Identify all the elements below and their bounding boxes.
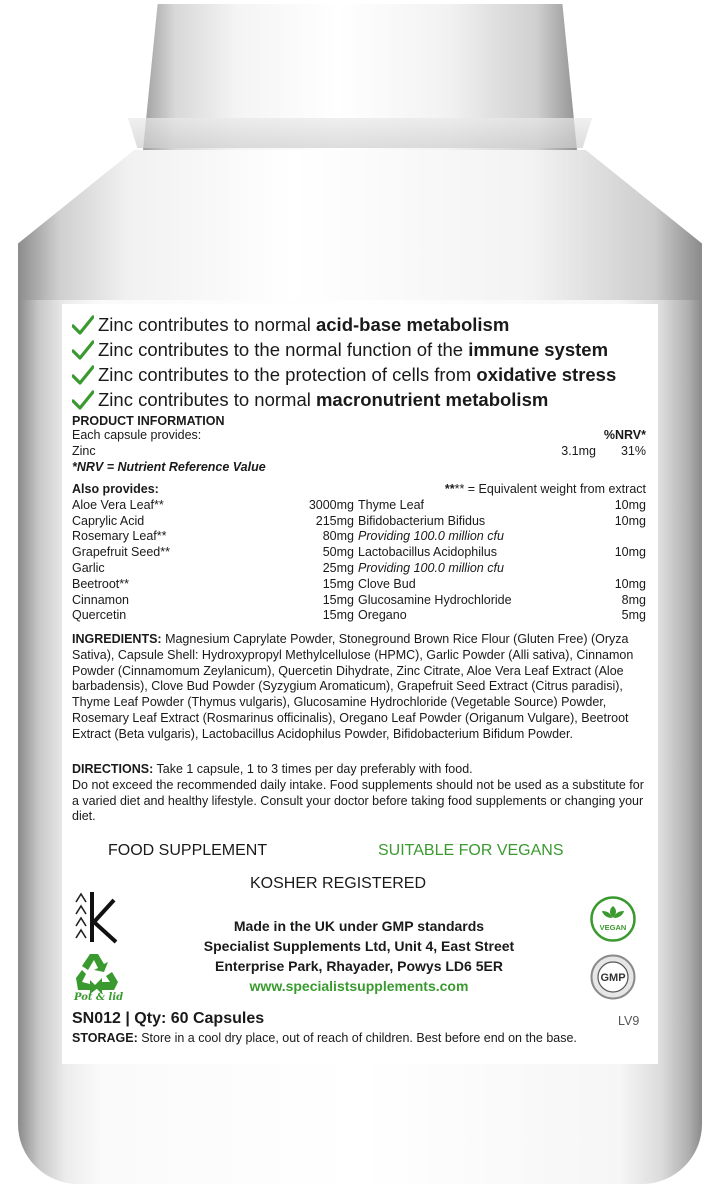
nutrient-name: Zinc bbox=[72, 443, 96, 458]
company-address-1: Specialist Supplements Ltd, Unit 4, East Street bbox=[203, 938, 515, 954]
ingredient-amount: 215mg bbox=[315, 513, 354, 528]
ingredient-name: Quercetin bbox=[72, 608, 127, 623]
directions bbox=[72, 762, 646, 825]
ingredient-amount: 25mg bbox=[322, 560, 354, 575]
check-icon bbox=[72, 390, 94, 410]
also-provides-left bbox=[72, 498, 354, 624]
ingredient-name: Grapefruit Seed** bbox=[72, 545, 170, 560]
ingredient-amount: 10mg bbox=[614, 576, 646, 591]
nrv-header: %NRV* bbox=[603, 428, 646, 442]
claim-item bbox=[72, 362, 662, 387]
also-provides-header bbox=[72, 482, 646, 498]
nrv-note: *NRV = Nutrient Reference Value bbox=[72, 459, 266, 474]
product-code: SN012 | Qty: 60 Capsules bbox=[72, 1010, 265, 1027]
also-provides-row bbox=[72, 577, 354, 593]
ingredient-name: Thyme Leaf bbox=[358, 497, 425, 512]
manufacturer-info bbox=[162, 916, 556, 996]
ingredient-name: Beetroot** bbox=[72, 576, 129, 591]
extract-note: **** = Equivalent weight from extract bbox=[444, 482, 646, 496]
bottle-shoulder bbox=[18, 150, 702, 320]
ingredient-name: Caprylic Acid bbox=[72, 513, 145, 528]
also-provides-row bbox=[354, 561, 646, 577]
vegan-badge-text: VEGAN bbox=[599, 923, 627, 932]
made-in-uk: Made in the UK under GMP standards bbox=[233, 918, 485, 934]
ingredients bbox=[72, 632, 646, 743]
kosher-text: KOSHER REGISTERED bbox=[250, 875, 427, 892]
nutrient-amount: 3.1mg bbox=[561, 443, 596, 458]
ingredient-amount: 15mg bbox=[322, 592, 354, 607]
recycle-icon bbox=[72, 950, 122, 994]
ingredient-name: Rosemary Leaf** bbox=[72, 529, 167, 544]
ingredient-amount: 50mg bbox=[322, 545, 354, 560]
also-provides-right bbox=[354, 498, 646, 624]
also-provides-row bbox=[72, 608, 354, 624]
company-address-2: Enterprise Park, Rhayader, Powys LD6 5ER bbox=[215, 958, 503, 974]
also-provides-row bbox=[72, 545, 354, 561]
label-version: LV9 bbox=[618, 1014, 640, 1028]
ingredient-name: Oregano bbox=[358, 608, 407, 623]
also-provides-row bbox=[354, 577, 646, 593]
ingredient-amount: 5mg bbox=[621, 608, 646, 623]
claim-bold: oxidative stress bbox=[476, 363, 617, 385]
each-capsule-label: Each capsule provides: bbox=[72, 428, 202, 442]
also-provides-row bbox=[354, 608, 646, 624]
storage-info bbox=[72, 1031, 577, 1047]
ingredient-name: Lactobacillus Acidophilus bbox=[358, 545, 497, 560]
ingredient-amount: 15mg bbox=[322, 608, 354, 623]
claim-text: Zinc contributes to the normal function of the bbox=[98, 338, 464, 360]
also-provides-row bbox=[72, 561, 354, 577]
ingredient-amount: 10mg bbox=[614, 545, 646, 560]
ingredient-amount: 8mg bbox=[621, 592, 646, 607]
gmp-badge-icon bbox=[590, 954, 636, 1000]
claim-item bbox=[72, 387, 662, 412]
ingredient-name: Aloe Vera Leaf** bbox=[72, 497, 164, 512]
claim-bold: macronutrient metabolism bbox=[315, 388, 549, 410]
product-label bbox=[62, 304, 658, 1064]
check-icon bbox=[72, 365, 94, 385]
gmp-badge-text: GMP bbox=[600, 972, 626, 984]
ingredient-amount: 80mg bbox=[322, 529, 354, 544]
also-provides-row bbox=[72, 498, 354, 514]
claim-bold: immune system bbox=[468, 338, 609, 360]
also-provides-row bbox=[354, 514, 646, 530]
nutrient-nrv: 31% bbox=[620, 443, 646, 458]
ingredient-name: Garlic bbox=[72, 560, 105, 575]
ingredient-amount: 3000mg bbox=[308, 497, 354, 512]
vegan-badge-icon bbox=[590, 896, 636, 942]
also-provides-row bbox=[354, 545, 646, 561]
also-provides-row bbox=[354, 498, 646, 514]
ingredient-amount: 15mg bbox=[322, 576, 354, 591]
health-claims bbox=[72, 312, 662, 412]
product-info-title: PRODUCT INFORMATION bbox=[72, 414, 225, 428]
brand-k-logo bbox=[72, 892, 124, 948]
website-link: www.specialistsupplements.com bbox=[249, 978, 469, 994]
claim-bold: acid-base metabolism bbox=[315, 313, 510, 335]
ingredient-name: Providing 100.0 million cfu bbox=[358, 560, 504, 575]
storage-text: Store in a cool dry place, out of reach of children. Best before end on the base. bbox=[137, 1031, 577, 1045]
zinc-row bbox=[72, 444, 646, 460]
directions-extra: Do not exceed the recommended daily intake. Food supplements should not be used as a substitute for a varied diet and healthy lifestyle. Consult your doctor before taking food supplements or changing your diet. bbox=[72, 777, 644, 824]
directions-label: DIRECTIONS: bbox=[72, 762, 154, 776]
ingredient-name: Providing 100.0 million cfu bbox=[358, 529, 504, 544]
directions-text: Take 1 capsule, 1 to 3 times per day preferably with food. bbox=[153, 762, 473, 776]
also-provides-row bbox=[72, 593, 354, 609]
storage-label: STORAGE: bbox=[72, 1031, 138, 1045]
also-provides-row bbox=[354, 593, 646, 609]
ingredients-text: Magnesium Caprylate Powder, Stoneground Brown Rice Flour (Gluten Free) (Oryza Sativa), Capsule Shell: Hydroxypropyl Methylcellulose (HPMC), Garlic Powder (Alli sativa), Cinnamon Powder (Cinnamomum Zeylanicum), Quercetin Dihydrate, Zinc Citrate, Aloe Vera Leaf Extract (Aloe barbadensis), Clove Bud Powder (Syzygium Aromaticum), Grapefruit Seed Extract (Citrus paradisi), Thyme Leaf Powder (Thymus vulgaris), Glucosamine Hydrochloride (Vegetable Source) Powder, Rosemary Leaf Extract (Rosmarinus officinalis), Oregano Leaf Powder (Origanum Vulgare), Beetroot Extract (Beta vulgaris), Lactobacillus Acidophilus Powder, Bifidobacterium Bifidum Powder. bbox=[72, 632, 634, 741]
claim-item bbox=[72, 312, 662, 337]
also-provides bbox=[72, 482, 646, 624]
extract-note-text: ** = Equivalent weight from extract bbox=[454, 482, 646, 496]
claim-text: Zinc contributes to the protection of cells from bbox=[98, 363, 472, 385]
ingredient-name: Cinnamon bbox=[72, 592, 129, 607]
food-supplement-text: FOOD SUPPLEMENT bbox=[108, 842, 268, 859]
claim-item bbox=[72, 337, 662, 362]
lid-rim bbox=[128, 118, 592, 148]
ingredient-name: Bifidobacterium Bifidus bbox=[358, 513, 486, 528]
check-icon bbox=[72, 340, 94, 360]
ingredient-name: Glucosamine Hydrochloride bbox=[358, 592, 512, 607]
check-icon bbox=[72, 315, 94, 335]
ingredient-name: Clove Bud bbox=[358, 576, 416, 591]
also-provides-row bbox=[354, 529, 646, 545]
each-capsule-row bbox=[72, 428, 646, 444]
ingredient-amount: 10mg bbox=[614, 513, 646, 528]
ingredients-label: INGREDIENTS: bbox=[72, 632, 162, 646]
also-provides-title: Also provides: bbox=[72, 482, 159, 496]
suitable-vegans-text: SUITABLE FOR VEGANS bbox=[378, 842, 564, 859]
claim-text: Zinc contributes to normal bbox=[98, 388, 311, 410]
also-provides-row bbox=[72, 529, 354, 545]
ingredient-amount: 10mg bbox=[614, 497, 646, 512]
claim-text: Zinc contributes to normal bbox=[98, 313, 311, 335]
pot-lid-label: Pot & lid bbox=[74, 992, 124, 1003]
also-provides-row bbox=[72, 514, 354, 530]
product-information bbox=[72, 414, 646, 475]
